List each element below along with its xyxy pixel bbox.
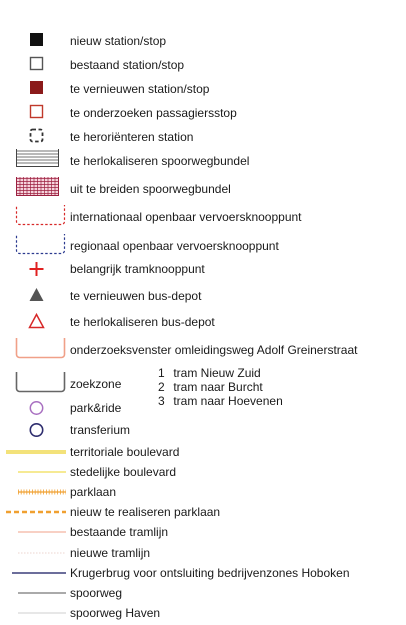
legend-label: spoorweg Haven [70, 606, 161, 620]
legend-label: bestaand station/stop [70, 58, 185, 72]
tram-line-item [158, 394, 398, 408]
legend-label: onderzoeksvenster omleidingsweg Adolf Greinerstraat [70, 343, 358, 357]
legend-item-nieuw-station [0, 29, 406, 53]
red-plus-icon [10, 257, 66, 281]
salmon-rectangle-icon [10, 338, 66, 362]
filled-black-square-icon [10, 29, 66, 53]
light-grey-line-icon [6, 601, 62, 625]
legend-label: internationaal openbaar vervoersknooppunt [70, 210, 302, 224]
filled-grey-triangle-icon [10, 284, 66, 308]
legend-label: zoekzone [70, 377, 122, 391]
legend-item-te-onderzoeken-stop [0, 101, 406, 125]
legend-label: spoorweg [70, 586, 123, 600]
legend-item-te-herlokaliseren-spoorwegbundel [0, 149, 406, 173]
tram-line-number: 2 [158, 380, 165, 394]
tram-line-number: 1 [158, 366, 165, 380]
legend-item-onderzoeksvenster [0, 338, 406, 362]
tram-line-label: tram Nieuw Zuid [173, 366, 261, 380]
filled-red-square-icon [10, 77, 66, 101]
legend-label: nieuw te realiseren parklaan [70, 505, 221, 519]
legend-item-te-vernieuwen-busdepot [0, 284, 406, 308]
purple-circle-icon [10, 396, 66, 420]
grey-rounded-rectangle-icon [10, 372, 66, 396]
legend-label: te onderzoeken passagiersstop [70, 106, 237, 120]
legend-item-te-herlokaliseren-busdepot [0, 310, 406, 334]
outline-red-triangle-icon [10, 310, 66, 334]
tram-line-list [158, 366, 398, 408]
legend-label: park&ride [70, 401, 122, 415]
legend-label: bestaande tramlijn [70, 525, 169, 539]
legend-item-transferium [0, 418, 406, 442]
legend-item-tramknooppunt [0, 257, 406, 281]
outline-square-icon [10, 53, 66, 77]
legend-label: stedelijke boulevard [70, 465, 177, 479]
legend-label: uit te breiden spoorwegbundel [70, 182, 231, 196]
tram-line-item [158, 366, 398, 380]
outline-red-square-icon [10, 101, 66, 125]
legend-item-bestaand-station [0, 53, 406, 77]
legend-label: transferium [70, 423, 131, 437]
legend-label: te heroriënteren station [70, 130, 194, 144]
legend-item-te-vernieuwen-station [0, 77, 406, 101]
legend-label: Krugerbrug voor ontsluiting bedrijvenzones Hoboken [70, 566, 350, 580]
legend-label: te vernieuwen station/stop [70, 82, 210, 96]
hatched-rectangle-icon [10, 149, 66, 173]
legend-label: belangrijk tramknooppunt [70, 262, 205, 276]
legend-label: parklaan [70, 485, 117, 499]
dashed-square-icon [10, 125, 66, 149]
legend-item-internationaal-knooppunt [0, 205, 406, 229]
legend-item-te-herorienteren-station [0, 125, 406, 149]
tram-line-label: tram naar Burcht [173, 380, 263, 394]
legend-label: te vernieuwen bus-depot [70, 289, 202, 303]
legend-item-regionaal-knooppunt [0, 234, 406, 258]
legend-label: territoriale boulevard [70, 445, 180, 459]
navy-circle-icon [10, 418, 66, 442]
legend-item-uit-te-breiden-spoorwegbundel [0, 177, 406, 201]
legend-label: te herlokaliseren spoorwegbundel [70, 154, 250, 168]
blue-dashed-rectangle-icon [10, 234, 66, 258]
red-grid-rectangle-icon [10, 177, 66, 201]
tram-line-number: 3 [158, 394, 165, 408]
red-dashed-rectangle-icon [10, 205, 66, 229]
tram-line-label: tram naar Hoevenen [173, 394, 283, 408]
legend-label: te herlokaliseren bus-depot [70, 315, 215, 329]
tram-line-item [158, 380, 398, 394]
legend-item-spoorweg-haven [0, 601, 406, 625]
legend-label: nieuwe tramlijn [70, 546, 151, 560]
legend-label: nieuw station/stop [70, 34, 167, 48]
legend-label: regionaal openbaar vervoersknooppunt [70, 239, 279, 253]
